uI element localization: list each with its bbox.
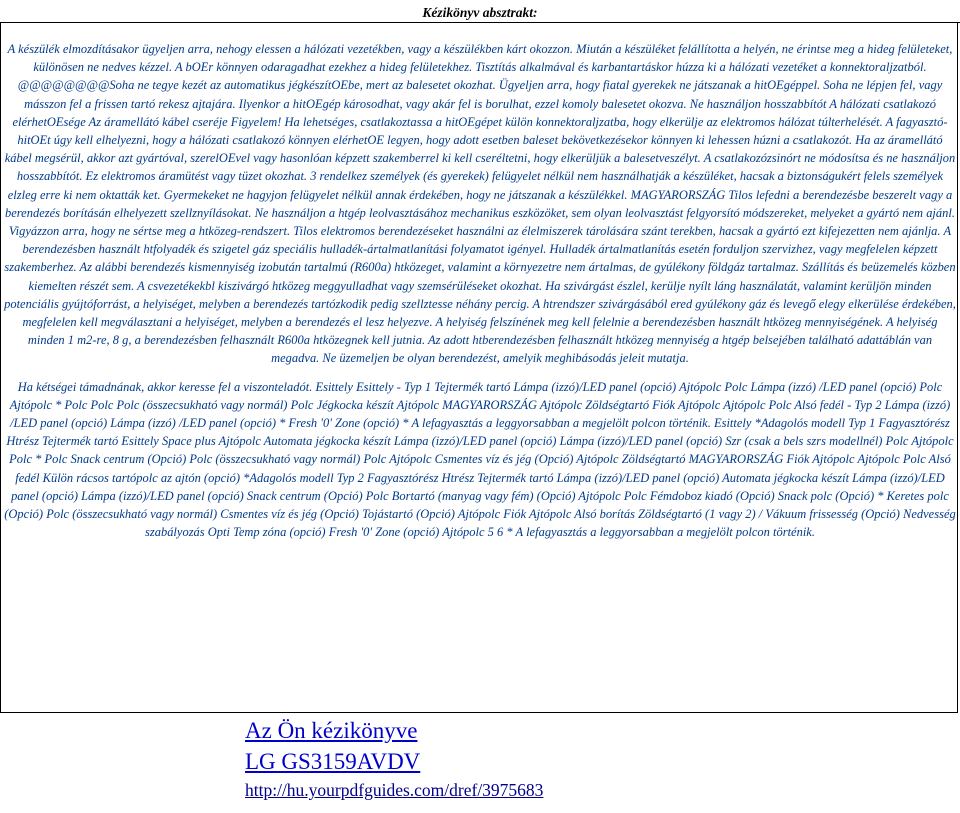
abstract-paragraph-safety: A készülék elmozdításakor ügyeljen arra, nehogy elessen a hálózati vezetékben, vagy a készülékben kárt okozzon. Miután a készüléket felállította a helyén, ne érintse meg a hideg felületeket, különösen ne nedves kézzel. A bOEr könnyen odaragadhat ezekhez a hideg felületekhez. Tisztítás alkalmával és karbantartáskor húzza ki a hálózati vezetéket a konnektoraljzatból. @@@@@@@@Soha ne tegye kezét az automatikus jégkészítOEbe, mert az balesetet okozhat. Ügyeljen arra, hogy fiatal gyerekek ne játszanak a hitOEgéppel. Soha ne lépjen fel, vagy másszon fel a frissen tartó rekesz ajtajára. Ilyenkor a hitOEgép károsodhat, vagy akár fel is borulhat, ezzel komoly balesetet okozva. Ne használjon hosszabbítót A hálózati csatlakozó elérhetOEsége Az áramellátó kábel cseréje Figyelem! Ha lehetséges, csatlakoztassa a hitOEgépet külön konnektoraljzatba, hogy elkerülje az elektromos hálózat túlterhelését. A fagyasztó-hitOEt úgy kell elhelyezni, hogy a hálózati csatlakozó könnyen elérhetOE legyen, hogy adott esetben baleset bekövetkezésekor könnyen ki lehessen húzni a csatlakozót. Ha az áramellátó kábel megsérül, akkor azt gyártóval, szerelOEvel vagy hasonlóan képzett szakemberrel ki kell cseréltetni, hogy elkerüljük a balesetveszélyt. A csatlakozózsinórt ne módosítsa és ne használjon hosszabbítót. Ez elektromos áramütést vagy tüzet okozhat. 3 rendelkez személyek (és gyerekek) felügyelet nélkül nem használhatják a készüléket, hacsak a biztonságukért felels személyek elzleg erre ki nem oktatták ket. Gyermekeket ne hagyjon felügyelet nélkül annak érdekében, hogy ne játszanak a készülékkel. MAGYARORSZÁG Tilos lefedni a berendezésbe beszerelt vagy a berendezés borításán elhelyezett szellznyílásokat. Ne használjon a htgép leolvasztásához mechanikus eszközöket, sem olyan leolvasztást felgyorsító módszereket, melyeket a gyártó nem ajánl. Vigyázzon arra, hogy ne sértse meg a htközeg-rendszert. Tilos elektromos berendezéseket használni az élelmiszerek tárolására szánt terekben, hacsak a gyártó ezt kifejezetten nem ajánlja. A berendezésben használt htfolyadék és szigetel gáz speciális hulladék-ártalmatlanítási folyamatot igényel. Hulladék ártalmatlanítás esetén forduljon szervizhez, vagy megfelelen képzett szakemberhez. Az alábbi berendezés kismennyiség izobután tartalmú (R600a) htközeget, valamint a környezetre nem ártalmas, de gyúlékony földgáz tartalmaz. Szállítás és beüzemelés közben kiemelten részét sem. A csvezetékekbl kiszivárgó htközeg meggyulladhat vagy szemsérüléseket okozhat. Ha szivárgást észlel, kerülje nyílt láng használatát, valamint kerüljön minden potenciális gyújtóforrást, a helyiséget, melyben a berendezés tartózkodik pedig szellztesse néhány percig. A htrendszer szivárgásából ered gyúlékony gáz és levegő elegy elkerülése érdekében, megfelelen kell megválasztani a helyiséget, melyben a berendezés el lesz helyezve. A helyiség felszínének meg kell felelnie a berendezésben használt htközeg mennyiségének. A helyiség minden 1 m2-re, 8 g, a berendezésben felhasznált R600a htközegnek kell jutnia. Az adott htberendezésben felhasznált htközeg mennyiség a htgép belsejében található adattáblán van megadva. Ne üzemeljen be olyan berendezést, amelyik meghibásodás jeleit mutatja. [4, 42, 956, 366]
manual-link-model[interactable]: LG GS3159AVDV [245, 749, 421, 774]
manual-link-title[interactable]: Az Ön kézikönyve [245, 718, 418, 743]
abstract-paragraph-parts: Ha kétségei támadnának, akkor keresse fel a viszonteladót. Esittely Esittely - Typ 1 Tejtermék tartó Lámpa (izzó)/LED panel (opció) Ajtópolc Polc Lámpa (izzó) /LED panel (opció) Polc Ajtópolc * Polc Polc Polc (összecsukható vagy normál) Polc Jégkocka készít Ajtópolc MAGYARORSZÁG Ajtópolc Zöldségtartó Fiók Ajtópolc Ajtópolc Polc Alsó fedél - Typ 2 Lámpa (izzó) /LED panel (opció) Lámpa (izzó) /LED panel (opció) * Fresh '0' Zone (opció) * A lefagyasztás a leggyorsabban a megjelölt polcon történik. Esittely *Adagolós modell Typ 1 Fagyasztórész Htrész Tejtermék tartó Esittely Space plus Ajtópolc Automata jégkocka készít Lámpa (izzó)/LED panel (opció) Lámpa (izzó)/LED panel (opció) Szr (csak a bels szrs modellnél) Polc Ajtópolc Polc * Polc Snack centrum (Opció) Polc (összecsukható vagy normál) Polc Ajtópolc Csmentes víz és jég (Opció) Ajtópolc Zöldségtartó MAGYARORSZÁG Fiók Ajtópolc Ajtópolc Polc Alsó fedél Külön rácsos tartópolc az ajtón (opció) *Adagolós modell Typ 2 Fagyasztórész Htrész Tejtermék tartó Lámpa (izzó)/LED panel (opció) Automata jégkocka készít Lámpa (izzó)/LED panel (opció) Lámpa (izzó)/LED panel (opció) Snack centrum (Opció) Polc Bortartó (manyag vagy fém) (Opció) Ajtópolc Polc Fémdoboz kiadó (Opció) Snack polc (Opció) * Keretes polc (Opció) Polc (összecsukható vagy normál) Csmentes víz és jég (Opció) Tojástartó (Opció) Ajtópolc Fiók Ajtópolc Alsó borítás Zöldségtartó (1 vagy 2) / Vákuum frissesség (Opció) Nedvesség szabályozás Opti Temp zóna (opció) Fresh '0' Zone (opció) Ajtópolc 5 6 * A lefagyasztás a leggyorsabban a megjelölt polcon történik. [4, 379, 956, 540]
abstract-body [3, 40, 957, 541]
manual-url-link[interactable]: http://hu.yourpdfguides.com/dref/3975683 [245, 780, 544, 800]
manual-footer [245, 715, 543, 803]
abstract-title: Kézikönyv absztrakt: [422, 5, 538, 20]
